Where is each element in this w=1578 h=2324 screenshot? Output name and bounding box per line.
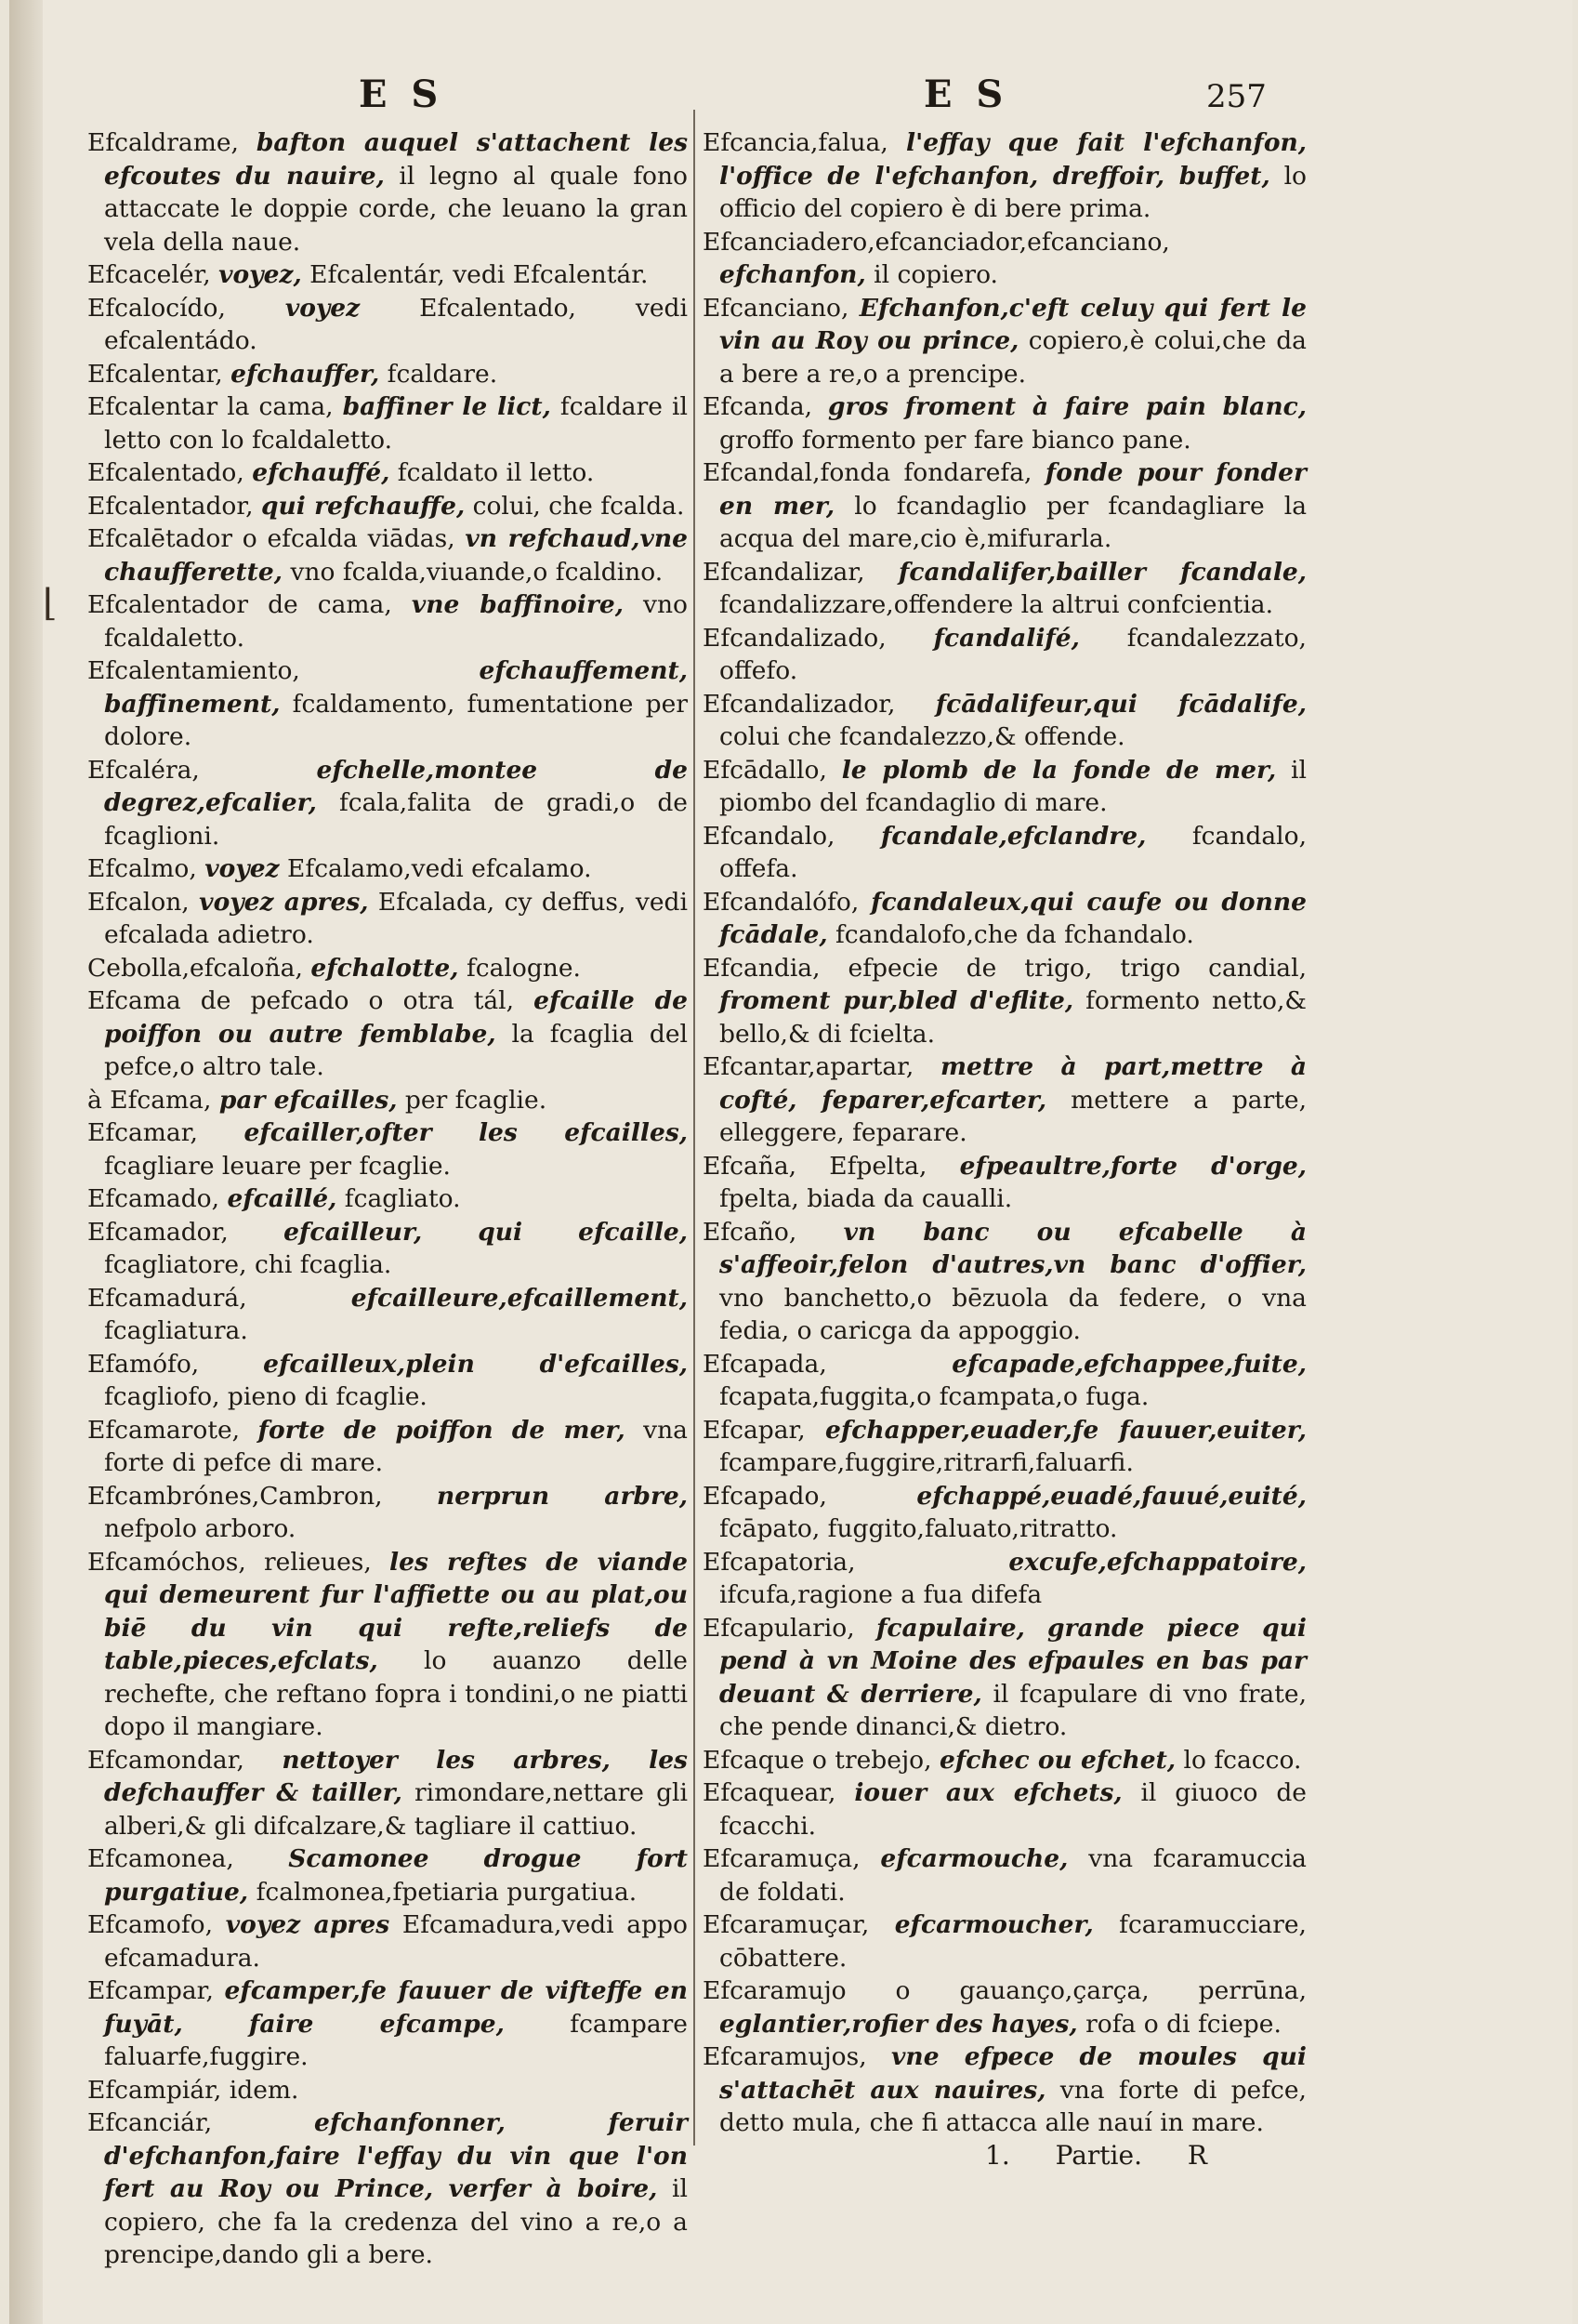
entry-french: voyez apres bbox=[225, 1910, 390, 1939]
entry-italian: Efcalada, cy deffus, vedi efcalada adietro. bbox=[104, 887, 688, 949]
entry-french: excufe,efchappatoire, bbox=[1008, 1547, 1307, 1577]
entry-french: Scamonee drogue fort purgatiue, bbox=[104, 1844, 688, 1907]
entry-italian: fcalmonea,fpetiaria purgatiua. bbox=[256, 1877, 638, 1907]
dictionary-entry bbox=[703, 1776, 1307, 1842]
dictionary-entry bbox=[87, 358, 688, 391]
entry-italian: fpelta, biada da caualli. bbox=[719, 1184, 1013, 1213]
entry-french: par efcailles, bbox=[218, 1085, 398, 1115]
entry-italian: il legno al quale fono attaccate le doppie corde, che leuano la gran vela della naue. bbox=[104, 161, 688, 257]
entry-french: fcandalifer,bailler fcandale, bbox=[898, 557, 1307, 587]
entry-italian: il copiero, che fa la credenza del vino a re,o a prencipe,dando gli a bere. bbox=[104, 2174, 688, 2269]
entry-headword: Efcamóchos, relieues, bbox=[87, 1547, 372, 1577]
dictionary-entry bbox=[87, 654, 688, 754]
entry-headword: Efcaléra, bbox=[87, 755, 200, 785]
entry-italian: fcaldare. bbox=[387, 359, 498, 389]
entry-french: fcapulaire, grande piece qui pend à vn Moine des efpaules en bas par deuant & derriere, bbox=[719, 1613, 1307, 1709]
entry-french: le plomb de la fonde de mer, bbox=[841, 755, 1277, 785]
entry-headword: Efcaquear, bbox=[703, 1778, 836, 1807]
dictionary-entry bbox=[703, 556, 1307, 622]
entry-french: voyez, bbox=[218, 260, 302, 289]
dictionary-entry bbox=[703, 226, 1307, 292]
dictionary-entry bbox=[703, 1842, 1307, 1908]
entry-headword: Efcapado, bbox=[703, 1481, 827, 1511]
entry-french: efchauffement, baffinement, bbox=[104, 656, 688, 719]
entry-italian: vna forte di pefce, detto mula, che fi attacca alle nauí in mare. bbox=[719, 2075, 1307, 2137]
entry-headword: Efcandalófo, bbox=[703, 887, 860, 917]
entry-headword: Efcampiár, bbox=[87, 2075, 222, 2105]
entry-italian: Efcamadura,vedi appo efcamadura. bbox=[104, 1910, 688, 1973]
entry-italian: groffo formento per fare bianco pane. bbox=[719, 425, 1191, 455]
entry-italian: fcaldato il letto. bbox=[397, 458, 595, 487]
dictionary-entry bbox=[87, 456, 688, 490]
entry-headword: Efcaque o trebejo, bbox=[703, 1745, 932, 1775]
dictionary-entry bbox=[703, 1744, 1307, 1777]
entry-headword: Efcamado, bbox=[87, 1184, 220, 1213]
entry-french: efcaille de poiffon ou autre femblabe, bbox=[104, 986, 688, 1049]
dictionary-entry bbox=[87, 1182, 688, 1216]
dictionary-entry bbox=[87, 522, 688, 588]
entry-french: efcaillé, bbox=[227, 1184, 337, 1213]
dictionary-entry bbox=[87, 2074, 688, 2107]
entry-french: efcailleure,efcaillement, bbox=[350, 1283, 688, 1313]
dictionary-entry bbox=[87, 390, 688, 456]
entry-headword: Efcaramujos, bbox=[703, 2042, 867, 2071]
entry-french: vn refchaud,vne chaufferette, bbox=[104, 524, 688, 587]
entry-italian: vno fcaldaletto. bbox=[104, 590, 688, 653]
entry-french: efcailler,ofter les efcailles, bbox=[243, 1118, 688, 1147]
entry-italian: ifcufa,ragione a fua difefa bbox=[719, 1580, 1043, 1609]
entry-french: froment pur,bled d'eflite, bbox=[719, 986, 1074, 1015]
dictionary-entry bbox=[703, 1348, 1307, 1414]
dictionary-entry bbox=[87, 490, 688, 523]
entry-french: efcailleux,plein d'efcailles, bbox=[263, 1349, 688, 1379]
entry-headword: Efcanda, bbox=[703, 392, 813, 421]
entry-headword: Efcandalizado, bbox=[703, 623, 887, 653]
entry-french: iouer aux efchets, bbox=[854, 1778, 1123, 1807]
dictionary-entry bbox=[703, 622, 1307, 688]
entry-headword: Efcapar, bbox=[703, 1415, 806, 1445]
entry-italian: idem. bbox=[229, 2075, 299, 2105]
entry-italian: fcapata,fuggita,o fcampata,o fuga. bbox=[719, 1382, 1150, 1411]
entry-french: voyez bbox=[204, 854, 280, 883]
right-column bbox=[703, 126, 1307, 2140]
entry-headword: Efcādallo, bbox=[703, 755, 827, 785]
entry-french: fcandalifé, bbox=[933, 623, 1080, 653]
dictionary-entry bbox=[87, 886, 688, 952]
dictionary-entry bbox=[87, 1908, 688, 1974]
dictionary-entry bbox=[703, 1414, 1307, 1480]
entry-italian: mettere a parte, elleggere, feparare. bbox=[719, 1085, 1307, 1147]
entry-italian: fcāpato, fuggito,faluato,ritratto. bbox=[719, 1514, 1118, 1543]
entry-italian: fcampare,fuggire,ritrarfi,faluarfi. bbox=[719, 1448, 1134, 1477]
entry-headword: Efcacelér, bbox=[87, 260, 211, 289]
entry-headword: Efcalmo, bbox=[87, 854, 197, 883]
entry-italian: rimondare,nettare gli alberi,& gli difcalzare,& tagliare il cattiuo. bbox=[104, 1778, 688, 1841]
entry-french: nerprun arbre, bbox=[436, 1481, 688, 1511]
entry-italian: Efcalamo,vedi efcalamo. bbox=[287, 854, 592, 883]
entry-headword: Efcalentador, bbox=[87, 491, 254, 521]
dictionary-entry bbox=[87, 1842, 688, 1908]
entry-french: fcandaleux,qui caufe ou donne fcādale, bbox=[719, 887, 1307, 949]
entry-italian: fcagliare leuare per fcaglie. bbox=[104, 1151, 451, 1181]
dictionary-entry bbox=[703, 688, 1307, 754]
entry-headword: Efcalentar la cama, bbox=[87, 392, 334, 421]
dictionary-entry bbox=[703, 1150, 1307, 1216]
entry-headword: Cebolla,efcaloña, bbox=[87, 953, 303, 983]
entry-french: bafton auquel s'attachent les efcoutes du nauire, bbox=[104, 128, 688, 191]
entry-italian: fcandalofo,che da fchandalo. bbox=[835, 920, 1194, 949]
entry-headword: Efcanciár, bbox=[87, 2108, 213, 2137]
entry-italian: formento netto,& bello,& di fcielta. bbox=[719, 986, 1307, 1049]
entry-french: efchalotte, bbox=[310, 953, 459, 983]
entry-italian: fcampare faluarfe,fuggire. bbox=[104, 2009, 688, 2071]
entry-italian: fcagliatura. bbox=[104, 1316, 248, 1345]
entry-french: efcailleur, qui efcaille, bbox=[283, 1217, 688, 1247]
entry-headword: Efcandalizar, bbox=[703, 557, 865, 587]
entry-italian: lo auanzo delle rechefte, che reftano fopra i tondini,o ne piatti dopo il mangiare. bbox=[104, 1646, 688, 1741]
entry-french: voyez apres, bbox=[199, 887, 369, 917]
entry-headword: Efcandalo, bbox=[703, 821, 835, 851]
entry-headword: Efcamofo, bbox=[87, 1910, 214, 1939]
entry-french: vne efpece de moules qui s'attachēt aux nauires, bbox=[719, 2042, 1307, 2105]
entry-french: efcamper,fe fauuer de vifteffe en fuyāt, faire efcampe, bbox=[104, 1976, 688, 2039]
entry-headword: Efcanciano, bbox=[703, 293, 849, 323]
entry-italian: fcagliatore, chi fcaglia. bbox=[104, 1250, 392, 1279]
entry-italian: il piombo del fcandaglio di mare. bbox=[719, 755, 1307, 817]
binding-shadow bbox=[9, 0, 43, 2324]
entry-headword: Efcalon, bbox=[87, 887, 190, 917]
entry-french: efchauffer, bbox=[230, 359, 380, 389]
dictionary-entry bbox=[87, 1216, 688, 1282]
entry-french: efchauffé, bbox=[252, 458, 390, 487]
dictionary-entry bbox=[703, 754, 1307, 820]
entry-french: efchanfon, bbox=[719, 260, 866, 289]
dictionary-entry bbox=[703, 1050, 1307, 1150]
entry-french: mettre à part,mettre à cofté, feparer,efcarter, bbox=[719, 1052, 1307, 1115]
entry-headword: Efcamar, bbox=[87, 1118, 198, 1147]
entry-headword: Efcancia,falua, bbox=[703, 128, 888, 157]
entry-french: efchec ou efchet, bbox=[940, 1745, 1177, 1775]
entry-headword: Efcandalizador, bbox=[703, 689, 896, 719]
signature-mark: 1. bbox=[985, 2140, 1010, 2171]
entry-headword: Efcalentador de cama, bbox=[87, 590, 392, 619]
dictionary-entry bbox=[703, 820, 1307, 886]
entry-french: efcarmouche, bbox=[880, 1844, 1069, 1873]
entry-french: Efchanfon,c'eft celuy qui fert le vin au Roy ou prince, bbox=[719, 293, 1307, 355]
entry-headword: Efcaramuçar, bbox=[703, 1910, 870, 1939]
dictionary-entry bbox=[703, 886, 1307, 952]
entry-italian: colui, che fcalda. bbox=[472, 491, 685, 521]
entry-french: efcapade,efchappee,fuite, bbox=[952, 1349, 1307, 1379]
dictionary-entry bbox=[703, 126, 1307, 226]
entry-italian: rofa o di fciepe. bbox=[1085, 2009, 1282, 2039]
entry-italian: fcagliofo, pieno di fcaglie. bbox=[104, 1382, 427, 1411]
entry-italian: fcaldamento, fumentatione per dolore. bbox=[104, 689, 688, 751]
entry-italian: fcalogne. bbox=[466, 953, 581, 983]
entry-headword: Efcapada, bbox=[703, 1349, 827, 1379]
entry-italian: lo fcacco. bbox=[1183, 1745, 1302, 1775]
entry-french: efchanfonner, feruir d'efchanfon,faire l'effay du vin que l'on fert au Roy ou Prince, verfer à boire, bbox=[104, 2108, 688, 2203]
margin-bracket-mark: ⌊ bbox=[43, 582, 58, 625]
page-footer bbox=[985, 2140, 1244, 2171]
dictionary-entry bbox=[703, 292, 1307, 391]
entry-headword: Efcalētador o efcalda viādas, bbox=[87, 524, 455, 553]
entry-french: efpeaultre,forte d'orge, bbox=[959, 1151, 1307, 1181]
entry-french: voyez bbox=[284, 293, 361, 323]
entry-italian: lo officio del copiero è di bere prima. bbox=[719, 161, 1307, 223]
page-number: 257 bbox=[1206, 78, 1267, 115]
dictionary-entry bbox=[87, 754, 688, 853]
dictionary-entry bbox=[87, 1744, 688, 1843]
entry-italian: lo fcandaglio per fcandagliare la acqua del mare,cio è,mifurarla. bbox=[719, 491, 1307, 553]
dictionary-entry bbox=[87, 952, 688, 985]
footer-part: Partie. bbox=[1055, 2140, 1142, 2171]
entry-headword: Efcamarote, bbox=[87, 1415, 241, 1445]
dictionary-entry bbox=[87, 1116, 688, 1182]
entry-french: gros froment à faire pain blanc, bbox=[827, 392, 1307, 421]
entry-french: efcarmoucher, bbox=[894, 1910, 1094, 1939]
entry-italian: fcaldare il letto con lo fcaldaletto. bbox=[104, 392, 688, 455]
dictionary-entry bbox=[703, 1546, 1307, 1612]
dictionary-entry bbox=[703, 1908, 1307, 1974]
entry-headword: Efcamondar, bbox=[87, 1745, 244, 1775]
entry-headword: Efcapatoria, bbox=[703, 1547, 856, 1577]
column-divider bbox=[693, 110, 695, 2146]
entry-headword: Efcamador, bbox=[87, 1217, 229, 1247]
entry-french: l'effay que fait l'efchanfon, l'office de l'efchanfon, dreffoir, buffet, bbox=[719, 128, 1307, 191]
header-left-letters: E S bbox=[359, 73, 444, 116]
entry-italian: copiero,è colui,che da a bere a re,o a prencipe. bbox=[719, 326, 1307, 389]
dictionary-entry bbox=[87, 1546, 688, 1744]
dictionary-entry bbox=[87, 852, 688, 886]
entry-french: eglantier,rofier des hayes, bbox=[719, 2009, 1078, 2039]
entry-headword: Efcandal,fonda fondarefa, bbox=[703, 458, 1032, 487]
dictionary-entry bbox=[87, 588, 688, 654]
entry-french: fcandale,efclandre, bbox=[881, 821, 1147, 851]
entry-italian: vno banchetto,o bēzuola da federe, o vna fedia, o caricga da appoggio. bbox=[719, 1283, 1307, 1345]
entry-headword: Efamófo, bbox=[87, 1349, 200, 1379]
footer-signature-letter: R bbox=[1187, 2140, 1207, 2171]
entry-italian: fcagliato. bbox=[344, 1184, 461, 1213]
entry-french: les reftes de viande qui demeurent fur l'affiette ou au plat,ou biē du vin qui refte,reliefs de table,pieces,efclats, bbox=[104, 1547, 688, 1675]
entry-french: efchapper,euader,fe fauuer,euiter, bbox=[824, 1415, 1307, 1445]
entry-italian: vna fcaramuccia de foldati. bbox=[719, 1844, 1307, 1907]
entry-italian: fcandalezzato, offefo. bbox=[719, 623, 1307, 685]
left-column bbox=[87, 126, 688, 2272]
entry-french: qui refchauffe, bbox=[261, 491, 466, 521]
dictionary-entry bbox=[703, 390, 1307, 456]
entry-italian: il fcapulare di vno frate, che pende dinanci,& dietro. bbox=[719, 1679, 1307, 1741]
entry-headword: Efcamadurá, bbox=[87, 1283, 247, 1313]
entry-headword: Efcalocído, bbox=[87, 293, 226, 323]
entry-italian: nefpolo arboro. bbox=[104, 1514, 296, 1543]
entry-headword: Efcampar, bbox=[87, 1976, 214, 2005]
entry-headword: Efcaldrame, bbox=[87, 128, 239, 157]
entry-italian: colui che fcandalezzo,& offende. bbox=[719, 722, 1125, 751]
entry-headword: Efcaña, Efpelta, bbox=[703, 1151, 927, 1181]
entry-french: efchappé,euadé,fauué,euité, bbox=[916, 1481, 1307, 1511]
entry-headword: Efcaño, bbox=[703, 1217, 797, 1247]
entry-headword: Efcantar,apartar, bbox=[703, 1052, 914, 1081]
entry-headword: Efcalentamiento, bbox=[87, 656, 300, 685]
dictionary-entry bbox=[703, 952, 1307, 1051]
entry-italian: fcaramucciare, cōbattere. bbox=[719, 1910, 1307, 1973]
entry-italian: il copiero. bbox=[874, 260, 998, 289]
entry-italian: per fcaglie. bbox=[404, 1085, 547, 1115]
entry-italian: Efcalentado, vedi efcalentádo. bbox=[104, 293, 688, 355]
entry-italian: vna forte di pefce di mare. bbox=[104, 1415, 688, 1477]
entry-italian: fcandalizzare,offendere la altrui confcientia. bbox=[719, 590, 1274, 619]
dictionary-entry bbox=[87, 258, 688, 292]
entry-french: fonde pour fonder en mer, bbox=[719, 458, 1307, 521]
dictionary-entry bbox=[87, 1282, 688, 1348]
entry-french: fcādalifeur,qui fcādalife, bbox=[935, 689, 1307, 719]
dictionary-entry bbox=[87, 1974, 688, 2074]
dictionary-entry bbox=[703, 1216, 1307, 1348]
entry-headword: Efcandia, efpecie de trigo, trigo candial, bbox=[703, 953, 1307, 983]
entry-headword: Efcalentar, bbox=[87, 359, 223, 389]
dictionary-entry bbox=[87, 292, 688, 358]
entry-italian: la fcaglia del pefce,o altro tale. bbox=[104, 1019, 688, 1081]
entry-italian: Efcalentár, vedi Efcalentár. bbox=[309, 260, 649, 289]
entry-french: forte de poiffon de mer, bbox=[257, 1415, 625, 1445]
dictionary-entry bbox=[87, 126, 688, 258]
entry-headword: Efcanciadero,efcanciador,efcanciano, bbox=[703, 227, 1170, 257]
entry-french: nettoyer les arbres, les defchauffer & tailler, bbox=[104, 1745, 688, 1807]
entry-italian: vno fcalda,viuande,o fcaldino. bbox=[290, 557, 664, 587]
entry-italian: fcandalo, offefa. bbox=[719, 821, 1307, 883]
entry-headword: Efcaramujo o gauanço,çarça, perrūna, bbox=[703, 1976, 1307, 2005]
dictionary-entry bbox=[87, 1480, 688, 1546]
dictionary-entry bbox=[703, 2040, 1307, 2140]
dictionary-entry bbox=[87, 2106, 688, 2272]
entry-headword: Efcama de pefcado o otra tál, bbox=[87, 986, 515, 1015]
header-right-letters: E S bbox=[924, 73, 1009, 116]
entry-french: vne baffinoire, bbox=[411, 590, 624, 619]
entry-italian: il giuoco de fcacchi. bbox=[719, 1778, 1307, 1841]
entry-headword: Efcamonea, bbox=[87, 1844, 234, 1873]
running-header bbox=[0, 73, 1578, 119]
entry-headword: Efcapulario, bbox=[703, 1613, 855, 1643]
entry-french: baffiner le lict, bbox=[342, 392, 551, 421]
entry-headword: Efcambrónes,Cambron, bbox=[87, 1481, 383, 1511]
dictionary-entry bbox=[87, 1414, 688, 1480]
dictionary-entry bbox=[703, 1612, 1307, 1744]
dictionary-entry bbox=[703, 1974, 1307, 2040]
dictionary-entry bbox=[703, 456, 1307, 556]
entry-italian: fcala,falita de gradi,o de fcaglioni. bbox=[104, 788, 688, 851]
entry-french: efchelle,montee de degrez,efcalier, bbox=[104, 755, 688, 817]
entry-headword: à Efcama, bbox=[87, 1085, 212, 1115]
dictionary-entry bbox=[87, 1084, 688, 1117]
dictionary-entry bbox=[703, 1480, 1307, 1546]
dictionary-entry bbox=[87, 984, 688, 1084]
entry-headword: Efcalentado, bbox=[87, 458, 244, 487]
dictionary-entry bbox=[87, 1348, 688, 1414]
entry-headword: Efcaramuça, bbox=[703, 1844, 861, 1873]
entry-french: vn banc ou efcabelle à s'affeoir,felon d'autres,vn banc d'offier, bbox=[719, 1217, 1307, 1279]
